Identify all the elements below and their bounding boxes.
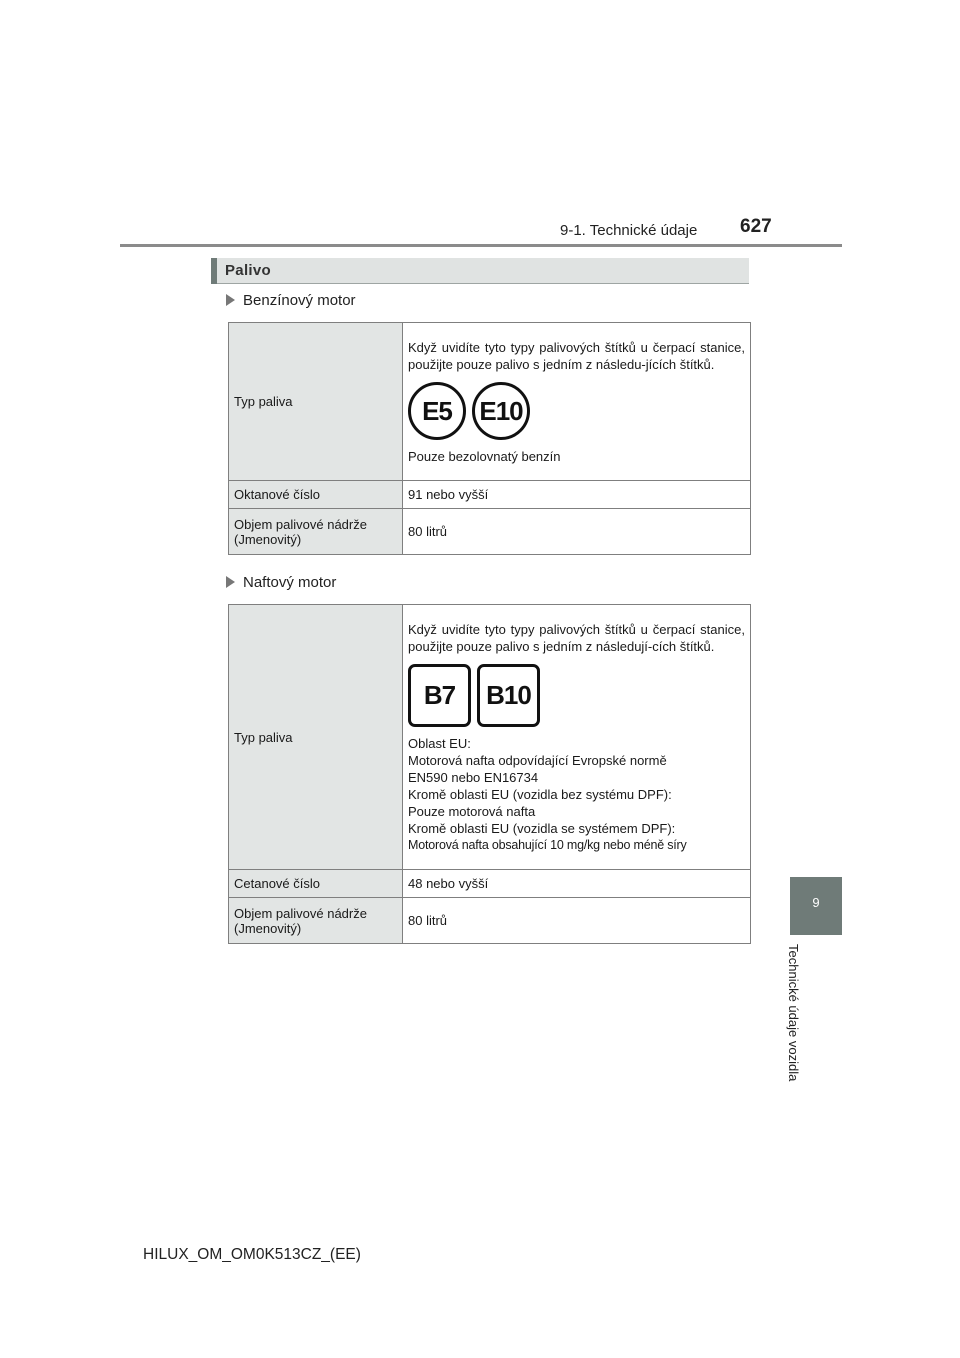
page-number: 627 xyxy=(740,216,772,237)
fuel-type-label: Typ paliva xyxy=(229,323,403,481)
fuel-type-label: Typ paliva xyxy=(229,605,403,870)
table-row xyxy=(229,870,751,898)
octane-value: 91 nebo vyšší xyxy=(403,481,751,509)
tank-value: 80 litrů xyxy=(403,898,751,944)
cetane-value: 48 nebo vyšší xyxy=(403,870,751,898)
chapter-title: Technické údaje vozidla xyxy=(786,944,801,1082)
petrol-heading-text: Benzínový motor xyxy=(243,292,356,309)
fuel-type-cell xyxy=(403,323,751,481)
table-row xyxy=(229,481,751,509)
diesel-note-line: Kromě oblasti EU (vozidla bez systému DPF): xyxy=(408,787,672,802)
fuel-label-group xyxy=(408,382,745,440)
cetane-label: Cetanové číslo xyxy=(229,870,403,898)
fuel-label-b7: B7 xyxy=(408,664,471,727)
fuel-label-group xyxy=(408,664,745,727)
tank-label: Objem palivové nádrže (Jmenovitý) xyxy=(229,509,403,555)
diesel-note-line: Oblast EU: xyxy=(408,736,471,751)
fuel-type-note: Pouze bezolovnatý benzín xyxy=(408,449,561,464)
document-code: HILUX_OM_OM0K513CZ_(EE) xyxy=(143,1246,361,1263)
tank-label: Objem palivové nádrže (Jmenovitý) xyxy=(229,898,403,944)
diesel-note-line: Motorová nafta obsahující 10 mg/kg nebo méně síry xyxy=(408,838,687,852)
table-row xyxy=(229,509,751,555)
fuel-label-b10: B10 xyxy=(477,664,540,727)
fuel-type-text: Když uvidíte tyto typy palivových štítků u čerpací stanice, použijte pouze palivo s jedním z následu-jících štítků. xyxy=(408,340,745,372)
diesel-heading xyxy=(226,574,336,591)
triangle-bullet-icon xyxy=(226,294,235,306)
header-divider xyxy=(120,244,842,247)
petrol-heading xyxy=(226,292,356,309)
diesel-heading-text: Naftový motor xyxy=(243,574,337,591)
diesel-note-line: Kromě oblasti EU (vozidla se systémem DPF): xyxy=(408,821,676,836)
table-row xyxy=(229,605,751,870)
triangle-bullet-icon xyxy=(226,576,235,588)
table-row xyxy=(229,898,751,944)
running-header-section: 9-1. Technické údaje xyxy=(560,222,698,239)
fuel-type-cell xyxy=(403,605,751,870)
chapter-number: 9 xyxy=(812,895,820,910)
diesel-note-line: Motorová nafta odpovídající Evropské normě xyxy=(408,753,667,768)
diesel-note-line: EN590 nebo EN16734 xyxy=(408,770,539,785)
section-heading-bar xyxy=(211,258,217,284)
fuel-label-e5: E5 xyxy=(408,382,466,440)
fuel-label-e10: E10 xyxy=(472,382,530,440)
fuel-type-text: Když uvidíte tyto typy palivových štítků u čerpací stanice, použijte pouze palivo s jedním z následují-cích štítků. xyxy=(408,622,745,654)
octane-label: Oktanové číslo xyxy=(229,481,403,509)
section-heading xyxy=(211,258,749,284)
tank-value: 80 litrů xyxy=(403,509,751,555)
diesel-spec-table xyxy=(228,604,751,944)
table-row xyxy=(229,323,751,481)
petrol-spec-table xyxy=(228,322,751,555)
section-title: Palivo xyxy=(225,262,271,279)
diesel-note-line: Pouze motorová nafta xyxy=(408,804,536,819)
